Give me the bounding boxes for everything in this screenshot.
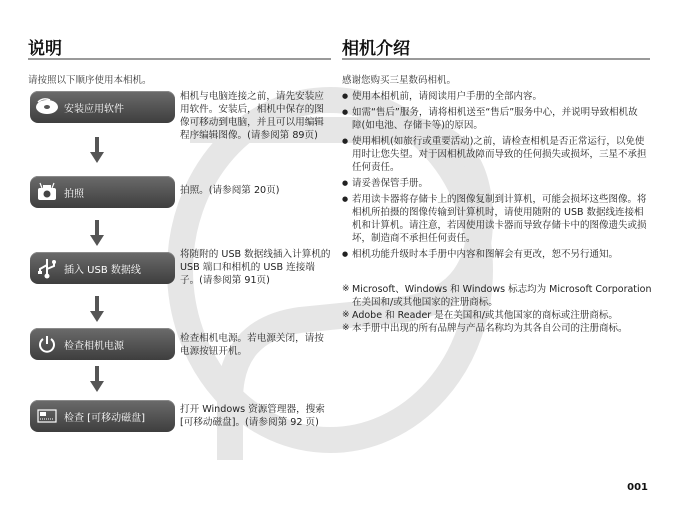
arrow-down-icon: [90, 137, 104, 163]
step-label: 检查 [可移动磁盘]: [64, 412, 145, 424]
list-item: ● 相机功能升级时本手册中内容和图解会有更改，恕不另行通知。: [342, 248, 647, 261]
step-install-software: [30, 91, 175, 123]
step-label: 检查相机电源: [64, 340, 124, 352]
usb-icon: [30, 252, 64, 284]
step-desc-photo: 拍照。(请参阅第 20页): [180, 185, 280, 196]
note-item: ※ Adobe 和 Reader 是在美国和/或其他国家的商标或注册商标。: [342, 309, 652, 322]
step-check-removable-disk: [30, 400, 175, 432]
trademark-notes: [342, 283, 652, 335]
step-take-photo: [30, 176, 175, 208]
step-label: 插入 USB 数据线: [64, 264, 141, 276]
arrow-down-icon: [90, 296, 104, 322]
page-number: 001: [627, 482, 648, 493]
power-icon: [30, 328, 64, 360]
arrow-down-icon: [90, 366, 104, 392]
left-heading: 说明: [28, 39, 62, 59]
left-intro: 请按照以下顺序使用本相机。: [28, 75, 152, 86]
list-item: ● 若用读卡器将存储卡上的图像复制到计算机，可能会损坏这些图像。将相机所拍摄的图像传输到计算机时，请使用随附的 USB 数据线连接相机和计算机。请注意，若因使用读卡器而导致存储卡中的图像遗失或损坏，制造商不承担任何责任。: [342, 193, 647, 245]
step-insert-usb: [30, 252, 175, 284]
left-heading-rule: [28, 58, 331, 60]
step-label: 安装应用软件: [64, 103, 124, 115]
step-desc-power: 检查相机电源。若电源关闭，请按电源按钮开机。: [180, 333, 324, 357]
note-item: ※ 本手册中出现的所有品牌与产品名称均为其各自公司的注册商标。: [342, 322, 652, 335]
software-disc-icon: [30, 91, 64, 123]
camera-icon: [30, 176, 64, 208]
camera-intro-list: [342, 90, 647, 264]
step-desc-disk: 打开 Windows 资源管理器，搜索 [可移动磁盘]。(请参阅第 92 页): [180, 404, 325, 428]
list-item: ● 使用本相机前，请阅读用户手册的全部内容。: [342, 90, 647, 103]
list-item: ● 请妥善保管手册。: [342, 177, 647, 190]
list-item: ● 使用相机(如旅行或重要活动)之前，请检查相机是否正常运行，以免使用时让您失望。对于因相机故障而导致的任何损失或损坏，三星不承担任何责任。: [342, 135, 647, 174]
step-desc-install: 相机与电脑连接之前，请先安装应用软件。安装后，相机中保存的图像可移动到电脑，并且可以用编辑程序编辑图像。(请参阅第 89页): [180, 91, 324, 141]
right-heading: 相机介绍: [342, 39, 410, 59]
right-intro: 感谢您购买三星数码相机。: [342, 75, 457, 86]
step-desc-usb: 将随附的 USB 数据线插入计算机的 USB 端口和相机的 USB 连接端子。(请参阅第 91页): [180, 249, 331, 286]
note-item: ※ Microsoft、Windows 和 Windows 标志均为 Microsoft Corporation 在美国和/或其他国家的注册商标。: [342, 283, 652, 309]
arrow-down-icon: [90, 220, 104, 246]
step-label: 拍照: [64, 188, 84, 200]
removable-disk-icon: [30, 400, 64, 432]
step-check-power: [30, 328, 175, 360]
list-item: ● 如需“售后”服务，请将相机送至“售后”服务中心，并说明导致相机故障(如电池、存储卡等)的原因。: [342, 106, 647, 132]
